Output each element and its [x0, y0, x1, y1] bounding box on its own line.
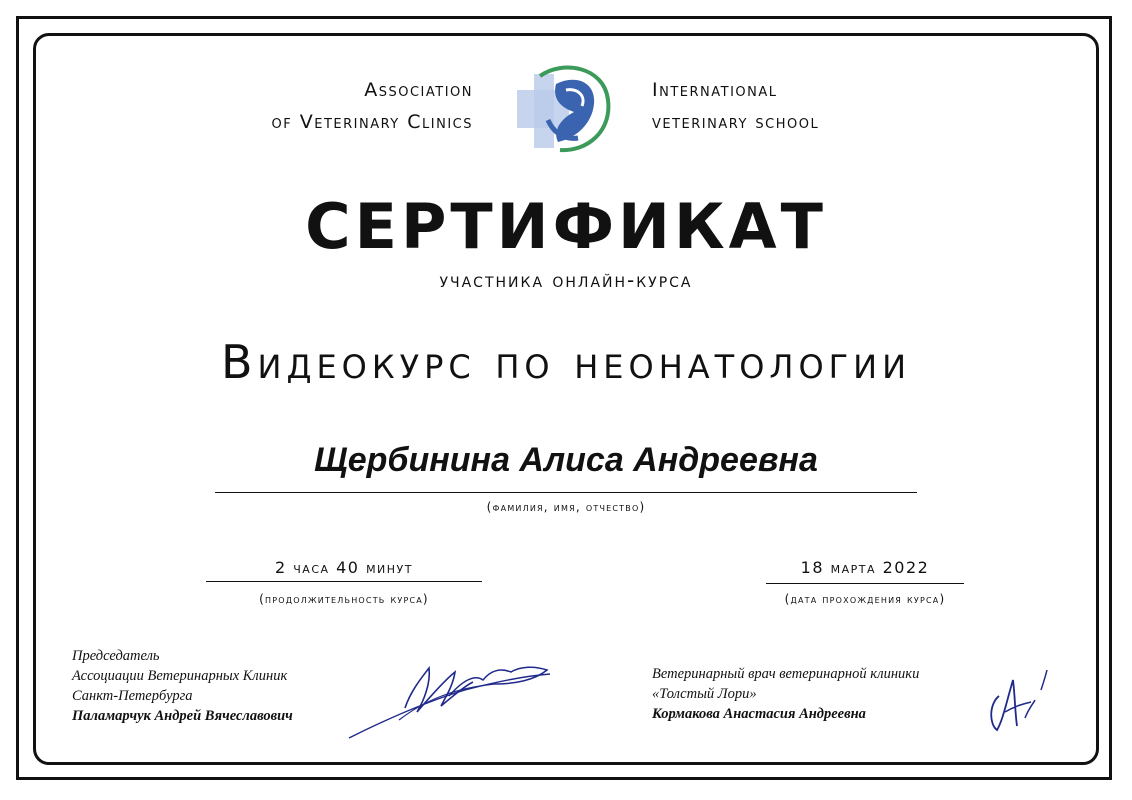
right-signatory-role-1: Ветеринарный врач ветеринарной клиники [652, 666, 920, 682]
participant-name: Щербинина Алиса Андреевна [314, 441, 818, 479]
school-header [652, 74, 972, 138]
duration-underline [206, 581, 482, 582]
left-signatory-role-1: Председатель [72, 648, 160, 664]
left-signatory [72, 646, 372, 726]
duration-value: 2 часа 40 минут [275, 558, 413, 577]
association-line-2: of Veterinary Clinics [271, 111, 473, 133]
certificate-subtitle: участника онлайн-курса [439, 268, 693, 292]
right-signatory-name: Кормакова Анастасия Андреевна [652, 706, 866, 722]
certificate-title: СЕРТИФИКАТ [305, 190, 827, 263]
name-caption: (фамилия, имя, отчество) [486, 500, 646, 514]
date-value: 18 марта 2022 [800, 558, 930, 577]
date-underline [766, 583, 964, 584]
association-header [140, 74, 473, 138]
left-signatory-name: Паламарчук Андрей Вячеславович [72, 708, 293, 724]
school-line-2: veterinary school [652, 111, 820, 133]
right-signatory [652, 664, 992, 724]
date-caption: (дата прохождения курса) [784, 592, 946, 606]
course-name: Видеокурс по неонатологии [220, 335, 912, 389]
left-signatory-role-3: Санкт-Петербурга [72, 688, 193, 704]
association-line-1: Association [364, 79, 473, 101]
right-signature-icon [985, 660, 1055, 735]
school-logo-icon [512, 60, 617, 156]
right-signatory-role-2: «Толстый Лори» [652, 686, 757, 702]
duration-caption: (продолжительность курса) [259, 592, 429, 606]
name-underline [215, 492, 917, 493]
left-signatory-role-2: Ассоциации Ветеринарных Клиник [72, 668, 288, 684]
left-signature-icon [345, 650, 560, 745]
school-line-1: International [652, 79, 778, 101]
